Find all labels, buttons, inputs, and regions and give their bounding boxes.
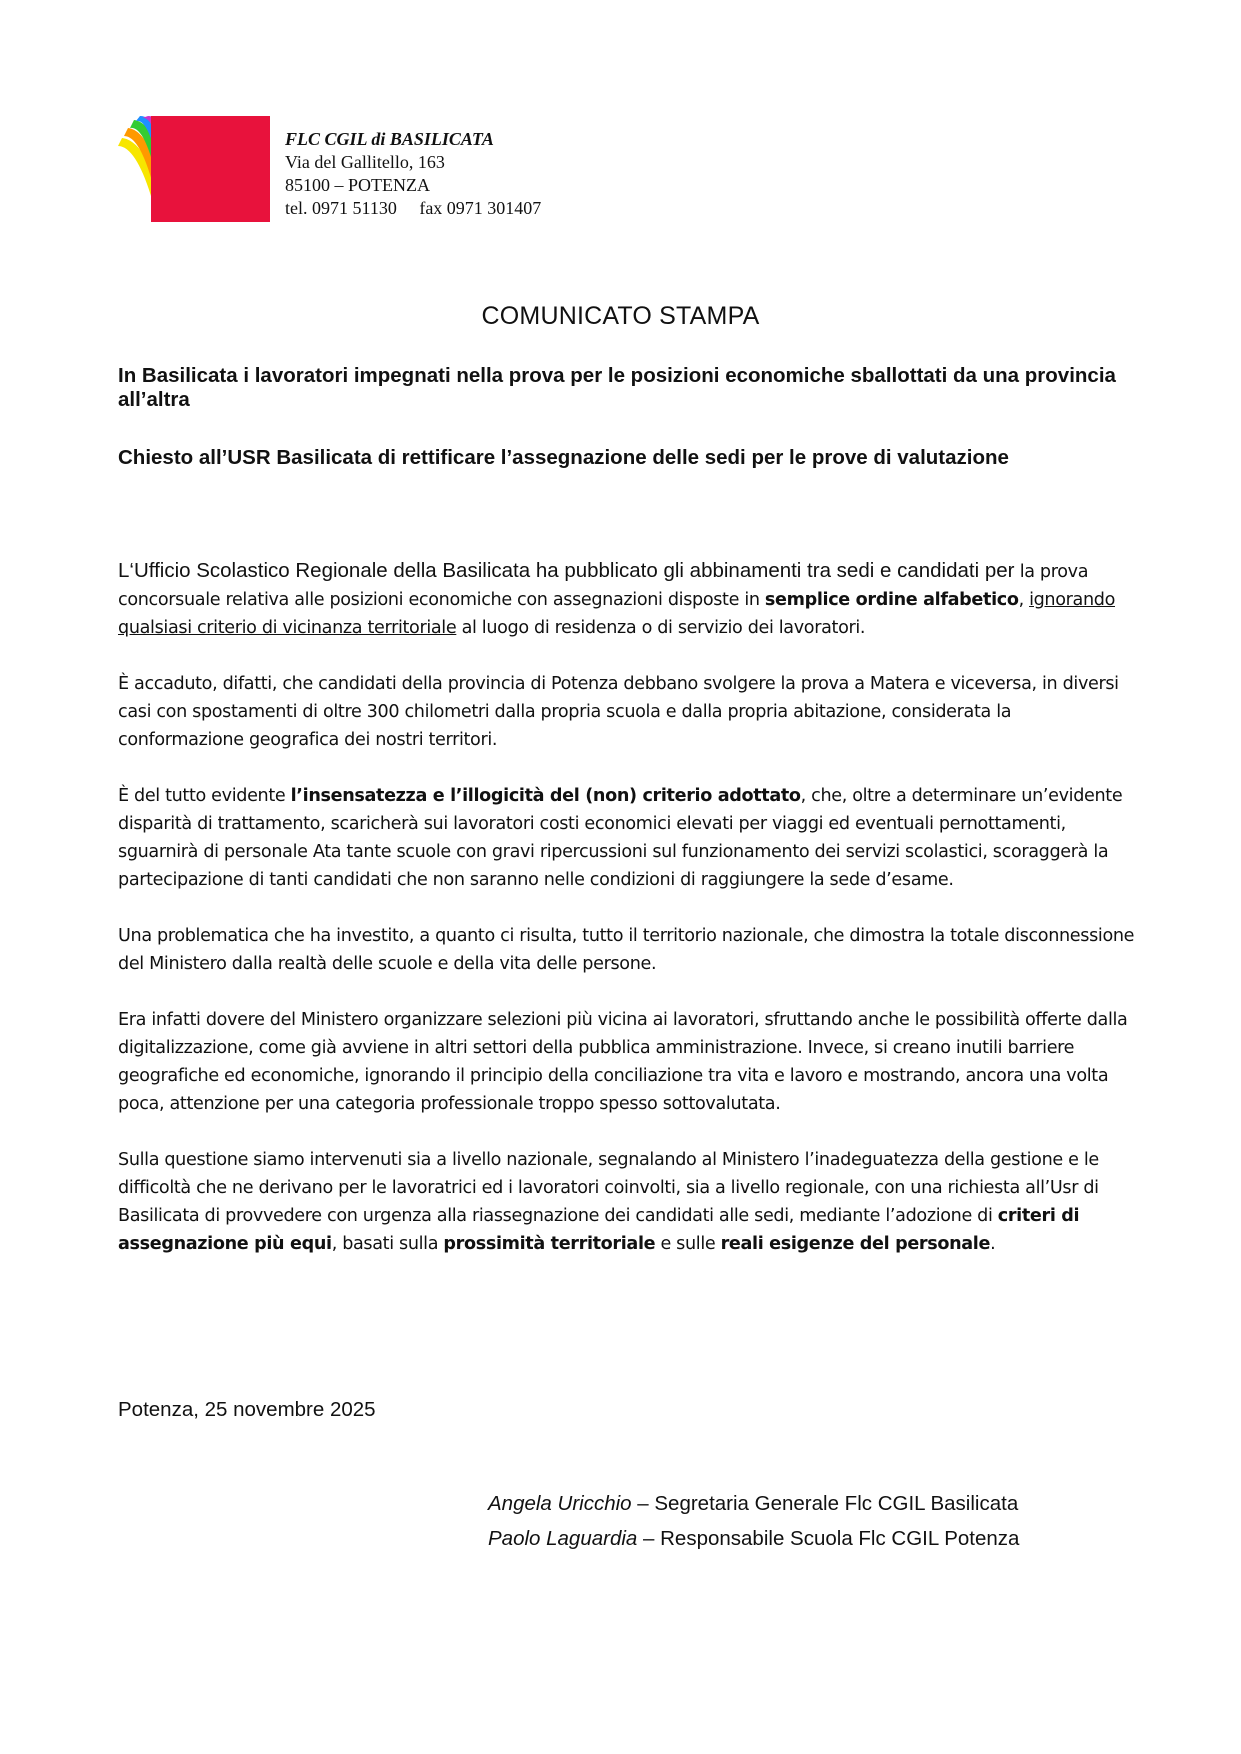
org-name: FLC CGIL di BASILICATA [285, 129, 494, 149]
page-title: COMUNICATO STAMPA [481, 302, 760, 330]
paragraph-1-end: al luogo di residenza o di servizio dei lavoratori. [456, 618, 866, 638]
headline: In Basilicata i lavoratori impegnati nella prova per le posizioni economiche sballottati da una provincia all’altra [118, 364, 1116, 411]
paragraph-6-bold-3: reali esigenze del personale [720, 1234, 991, 1254]
org-address: Via del Gallitello, 163 [285, 152, 445, 172]
release-date: Potenza, 25 novembre 2025 [118, 1398, 376, 1421]
org-city: 85100 – POTENZA [285, 175, 430, 195]
paragraph-3-bold: l’insensatezza e l’illogicità del (non) criterio adottato [290, 786, 801, 806]
paragraph-1-bold: semplice ordine alfabetico [764, 590, 1019, 610]
paragraph-2: È accaduto, difatti, che candidati della provincia di Potenza debbano svolgere la prova a Matera e viceversa, in diversi casi con spostamenti di oltre 300 chilometri dalla propria scuola e dalla propria abitazione, considerata la conformazione geografica dei nostri territori. [118, 674, 1119, 750]
signature-2 [488, 1527, 1019, 1551]
paragraph-6-end: . [990, 1234, 996, 1254]
letterhead-address-block [285, 128, 541, 220]
paragraph-3 [118, 782, 1138, 894]
paragraph-1 [118, 557, 1138, 642]
org-contacts: tel. 0971 51130 fax 0971 301407 [285, 198, 542, 218]
paragraph-6-text-2: e sulle [655, 1234, 721, 1254]
signature-1-role: – Segretaria Generale Flc CGIL Basilicata [631, 1492, 1019, 1515]
subheadline: Chiesto all’USR Basilicata di rettificare l’assegnazione delle sedi per le prove di valutazione [118, 446, 1009, 469]
paragraph-1-underlined: ignorando qualsiasi criterio di vicinanza territoriale [118, 590, 1115, 638]
paragraph-6-text-1: , basati sulla [331, 1234, 444, 1254]
paragraph-1-lead: L‘Ufficio Scolastico Regionale della Basilicata ha pubblicato gli abbinamenti tra sedi e candidati per [118, 559, 1015, 582]
signature-2-role: – Responsabile Scuola Flc CGIL Potenza [637, 1527, 1020, 1550]
paragraph-1-text: la prova concorsuale relativa alle posizioni economiche con assegnazioni disposte in [118, 562, 1089, 610]
paragraph-4: Una problematica che ha investito, a quanto ci risulta, tutto il territorio nazionale, che dimostra la totale disconnessione del Ministero dalla realtà delle scuole e della vita delle persone. [118, 926, 1135, 974]
paragraph-6-bold-2: prossimità territoriale [443, 1234, 656, 1254]
paragraph-5: Era infatti dovere del Ministero organizzare selezioni più vicina ai lavoratori, sfruttando anche le possibilità offerte dalla digitalizzazione, come già avviene in altri settori della pubblica amministrazione. Invece, si creano inutili barriere geografiche ed economiche, ignorando il principio della conciliazione tra vita e lavoro e mostrando, ancora una volta poca, attenzione per una categoria professionale troppo spesso sottovalutata. [118, 1010, 1128, 1114]
paragraph-6-bold-1: criteri di assegnazione più equi [118, 1206, 1080, 1254]
paragraph-1-sep: , [1018, 590, 1030, 610]
press-release-body [118, 557, 1138, 1286]
paragraph-6 [118, 1146, 1138, 1258]
paragraph-6-start: Sulla questione siamo intervenuti sia a livello nazionale, segnalando al Ministero l’inadeguatezza della gestione e le difficoltà che ne derivano per le lavoratrici ed i lavoratori coinvolti, sia a livello regionale, con una richiesta all’Usr di Basilicata di provvedere con urgenza alla riassegnazione dei candidati alle sedi, mediante l’adozione di [118, 1150, 1099, 1226]
flc-cgil-logo [118, 116, 270, 224]
signature-2-name: Paolo Laguardia [488, 1527, 638, 1550]
paragraph-3-end: , che, oltre a determinare un’evidente disparità di trattamento, scaricherà sui lavoratori costi economici elevati per viaggi ed eventuali pernottamenti, sguarnirà di personale Ata tante scuole con gravi ripercussioni sul funzionamento dei servizi scolastici, scoraggerà la partecipazione di tanti candidati che non saranno nelle condizioni di raggiungere la sede d’esame. [118, 786, 1123, 890]
signature-1-name: Angela Uricchio [488, 1492, 632, 1515]
logo-red-square [151, 116, 270, 222]
signature-1 [488, 1492, 1018, 1516]
paragraph-3-start: È del tutto evidente [118, 786, 291, 806]
